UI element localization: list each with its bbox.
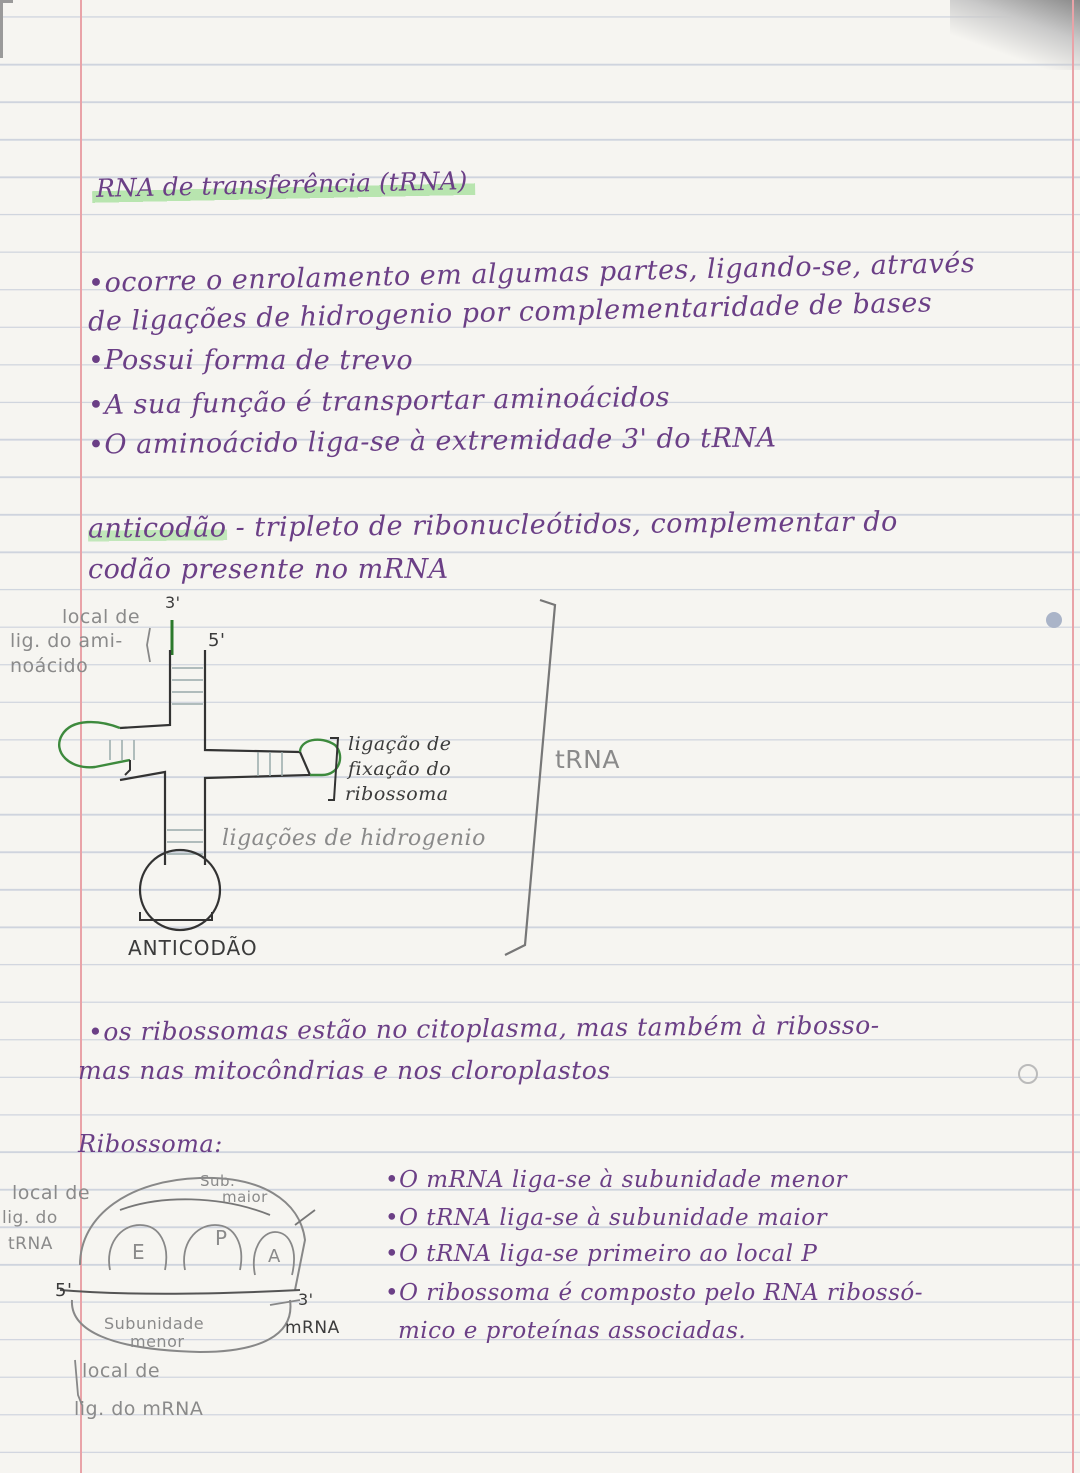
anticodao-def-line1: - tripleto de ribonucleótidos, complementar do: [226, 506, 898, 544]
bullet-line-2: de ligações de hidrogenio por complementaridade de bases: [87, 287, 933, 338]
anticodao-term: anticodão: [87, 512, 227, 545]
trna-label: tRNA: [555, 745, 620, 774]
anticodon-label: ANTICODÃO: [128, 936, 258, 960]
hydrogen-bonds-label: ligações de hidrogenio: [222, 826, 486, 851]
mrna-strand: [60, 1290, 300, 1294]
site-p: [184, 1225, 241, 1270]
ribosome-binding-label-3: ribossoma: [345, 783, 449, 805]
site-e-label: E: [132, 1240, 146, 1264]
ribosome-bullet-1: •O mRNA liga-se à subunidade menor: [385, 1167, 848, 1193]
amino-site-label-3: noácido: [10, 655, 89, 677]
sub-menor-label-1: Subunidade: [104, 1314, 205, 1333]
large-subunit-outline: [80, 1178, 305, 1290]
ribosome-3prime: 3': [298, 1290, 314, 1309]
mrna-label: mRNA: [285, 1318, 340, 1338]
site-a-label: A: [268, 1246, 281, 1267]
site-p-label: P: [215, 1226, 228, 1250]
ribosome-binding-label-2: fixação do: [348, 758, 452, 780]
trna-site-label-2: lig. do: [2, 1208, 58, 1228]
sub-maior-label-1: Sub.: [200, 1172, 236, 1190]
bullet-line-1: •ocorre o enrolamento em algumas partes, ligando-se, através: [87, 247, 976, 300]
ribosome-bullet-3: •O tRNA liga-se primeiro ao local P: [385, 1241, 818, 1267]
ribosome-bullet-5: mico e proteínas associadas.: [398, 1318, 747, 1344]
trna-site-label-1: local de: [12, 1182, 91, 1204]
ribosome-5prime: 5': [55, 1280, 73, 1301]
label-5prime: 5': [208, 630, 226, 651]
amino-site-label-1: local de: [62, 606, 141, 628]
ribossoma-heading: Ribossoma:: [78, 1130, 223, 1158]
ribosome-binding-label-1: ligação de: [348, 733, 452, 755]
mrna-site-label-1: local de: [82, 1360, 161, 1382]
ribosome-note-line1: •os ribossomas estão no citoplasma, mas também à ribosso-: [87, 1010, 880, 1047]
bullet-line-4: •A sua função é transportar aminoácidos: [87, 381, 671, 422]
sub-maior-label-2: maior: [222, 1188, 268, 1206]
binder-hole-top: [1046, 612, 1062, 628]
amino-site-label-2: lig. do ami-: [10, 630, 123, 652]
label-3prime: 3': [165, 593, 181, 612]
bullet-line-5: •O aminoácido liga-se à extremidade 3' do tRNA: [87, 422, 777, 461]
ribosome-bullet-2: •O tRNA liga-se à subunidade maior: [385, 1205, 828, 1231]
anticodao-def-line2: codão presente no mRNA: [88, 554, 449, 585]
trna-site-label-3: tRNA: [8, 1234, 53, 1254]
ribosome-bullet-4: •O ribossoma é composto pelo RNA ribossó-: [385, 1280, 924, 1306]
binder-hole-bottom: [1018, 1064, 1038, 1084]
page-title: RNA de transferência (tRNA): [92, 164, 476, 207]
sub-menor-label-2: menor: [130, 1332, 185, 1351]
bullet-line-3: •Possui forma de trevo: [88, 345, 414, 376]
mrna-site-label-2: lig. do mRNA: [74, 1398, 204, 1420]
ribosome-note-line2: mas nas mitocôndrias e nos cloroplastos: [78, 1056, 611, 1085]
